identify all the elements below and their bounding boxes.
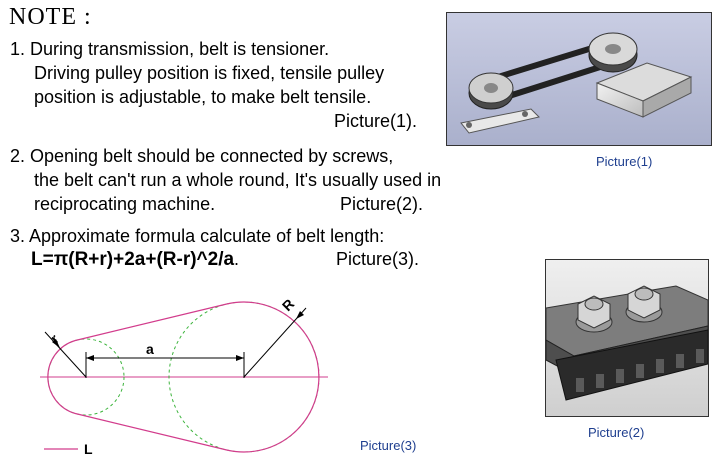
legend-label-L: L xyxy=(84,441,93,457)
item1-line3: position is adjustable, to make belt tensile. xyxy=(34,87,372,107)
item3-ref: Picture(3). xyxy=(336,249,420,269)
picture1-caption: Picture(1) xyxy=(596,154,653,169)
note-title: NOTE : xyxy=(9,4,92,30)
dim-a-arrow-right xyxy=(236,355,244,361)
item2-line1: 2. Opening belt should be connected by screws, xyxy=(10,146,394,166)
label-R: R xyxy=(278,295,298,315)
picture2-caption: Picture(2) xyxy=(588,425,645,440)
picture1-image xyxy=(446,12,712,146)
item1-line2: Driving pulley position is fixed, tensile pulley xyxy=(34,63,385,83)
formula-period: . xyxy=(234,249,240,269)
item3-line1: 3. Approximate formula calculate of belt length: xyxy=(10,226,385,246)
item1-ref: Picture(1). xyxy=(334,111,418,131)
picture3-caption: Picture(3) xyxy=(360,438,417,453)
item2-line3: reciprocating machine. xyxy=(34,194,216,214)
item2-line2: the belt can't run a whole round, It's usually used in xyxy=(34,170,442,190)
item1-line1: 1. During transmission, belt is tensioner. xyxy=(10,39,330,59)
belt-length-formula: L=π(R+r)+2a+(R-r)^2/a xyxy=(31,249,235,270)
belt-clamp-render xyxy=(546,260,708,416)
dim-a-arrow-left xyxy=(86,355,94,361)
label-r: r xyxy=(46,330,62,347)
picture2-image xyxy=(545,259,709,417)
belt-drive-render xyxy=(447,13,711,145)
label-a: a xyxy=(146,341,154,357)
item2-ref: Picture(2). xyxy=(340,194,424,214)
